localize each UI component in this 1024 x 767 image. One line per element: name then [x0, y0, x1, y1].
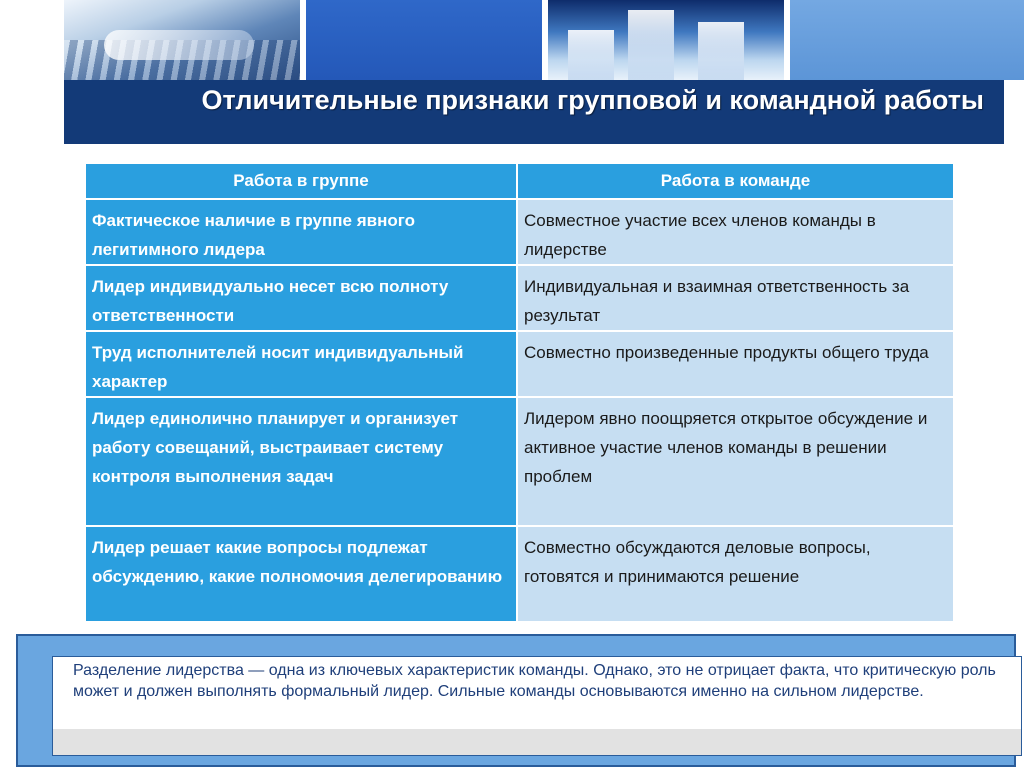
hand-decoration: [104, 30, 254, 60]
note-text: Разделение лидерства — одна из ключевых характеристик команды. Однако, это не отрицает факта, что критическую роль может и должен выполнять формальный лидер. Сильные команды основываются именно на сильном лидерстве.: [73, 662, 996, 700]
tower-decoration: [628, 10, 674, 80]
note-frame: [16, 634, 1016, 767]
light-blue-panel: [790, 0, 1024, 80]
table-row: [85, 199, 954, 265]
group-cell: Лидер решает какие вопросы подлежат обсуждению, какие полномочия делегированию: [85, 526, 517, 622]
title-bar: [64, 80, 1004, 144]
table-row: [85, 397, 954, 526]
building-photo: [548, 0, 784, 80]
column-header-group: Работа в группе: [85, 163, 517, 199]
column-header-team: Работа в команде: [517, 163, 954, 199]
team-cell: Индивидуальная и взаимная ответственность за результат: [517, 265, 954, 331]
blue-panel: [306, 0, 542, 80]
team-cell: Совместное участие всех членов команды в лидерстве: [517, 199, 954, 265]
table-header-row: [85, 163, 954, 199]
table-row: [85, 265, 954, 331]
group-cell: Труд исполнителей носит индивидуальный характер: [85, 331, 517, 397]
group-cell: Фактическое наличие в группе явного легитимного лидера: [85, 199, 517, 265]
slide-title: Отличительные признаки групповой и командной работы: [201, 85, 984, 115]
team-cell: Совместно произведенные продукты общего труда: [517, 331, 954, 397]
note-box: [52, 656, 1022, 756]
group-cell: Лидер единолично планирует и организует работу совещаний, выстраивает систему контроля выполнения задач: [85, 397, 517, 526]
header-banner: [0, 0, 1024, 80]
tower-decoration: [698, 22, 744, 80]
table-row: [85, 526, 954, 622]
comparison-table: [84, 162, 955, 623]
team-cell: Лидером явно поощряется открытое обсуждение и активное участие членов команды в решении проблем: [517, 397, 954, 526]
team-cell: Совместно обсуждаются деловые вопросы, готовятся и принимаются решение: [517, 526, 954, 622]
keyboard-photo: [64, 0, 300, 80]
tower-decoration: [568, 30, 614, 80]
table-row: [85, 331, 954, 397]
note-bottom-strip: [53, 729, 1021, 755]
group-cell: Лидер индивидуально несет всю полноту ответственности: [85, 265, 517, 331]
